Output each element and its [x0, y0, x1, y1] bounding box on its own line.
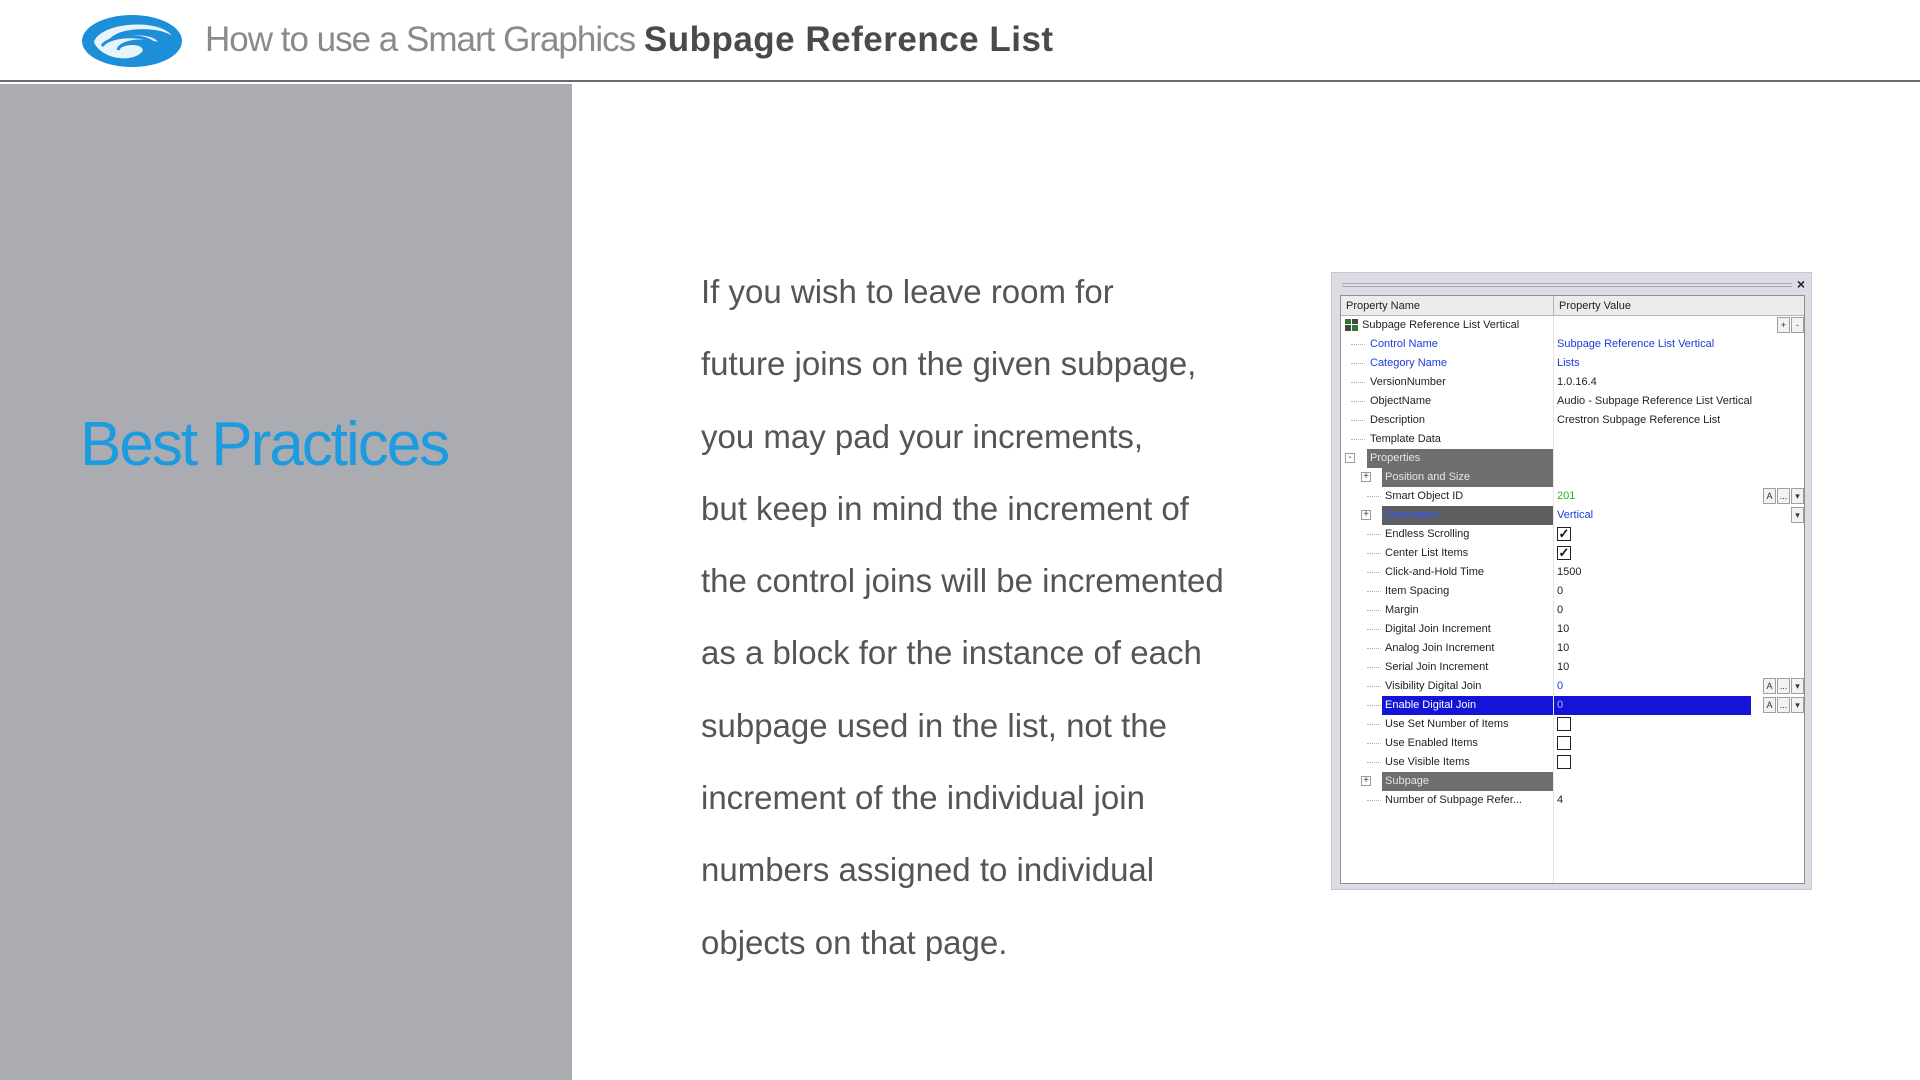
property-name: Endless Scrolling: [1385, 528, 1470, 540]
property-row-position-and-size[interactable]: [1341, 468, 1805, 487]
property-name: Orientation: [1382, 506, 1553, 525]
crestron-swirl-logo: [80, 12, 184, 70]
body-line: numbers assigned to individual: [701, 851, 1155, 889]
ellipsis-button[interactable]: ...: [1777, 678, 1790, 694]
header-bar: [0, 0, 1920, 82]
property-value[interactable]: 0: [1557, 680, 1564, 692]
dropdown-arrow-icon[interactable]: ▾: [1791, 507, 1804, 523]
expand-toggle[interactable]: +: [1361, 472, 1371, 482]
property-value[interactable]: Audio - Subpage Reference List Vertical: [1557, 395, 1753, 407]
ellipsis-button[interactable]: ...: [1777, 488, 1790, 504]
body-paragraph: [701, 265, 1321, 988]
sort-buttons: [1776, 317, 1804, 333]
property-name: Item Spacing: [1385, 585, 1450, 597]
column-divider[interactable]: [1553, 296, 1554, 316]
property-name: Click-and-Hold Time: [1385, 566, 1485, 578]
column-header-name[interactable]: Property Name: [1346, 300, 1420, 312]
property-group-name: Position and Size: [1382, 468, 1553, 487]
header-title-bold: Subpage Reference List: [643, 20, 1054, 59]
property-name: Digital Join Increment: [1385, 623, 1491, 635]
value-buttons: [1762, 488, 1804, 504]
value-buttons: [1762, 697, 1804, 713]
property-name: Use Visible Items: [1385, 756, 1470, 768]
center-list-items-checkbox[interactable]: ✓: [1558, 545, 1570, 560]
properties-titlebar[interactable]: [1332, 273, 1811, 295]
column-header-value[interactable]: Property Value: [1559, 300, 1631, 312]
body-line: increment of the individual join: [701, 779, 1145, 817]
body-line: as a block for the instance of each: [701, 634, 1202, 672]
property-row-control-name[interactable]: [1341, 335, 1805, 354]
property-name: Control Name: [1370, 338, 1438, 350]
body-line: objects on that page.: [701, 923, 1008, 961]
property-name: Serial Join Increment: [1385, 661, 1489, 673]
property-name: ObjectName: [1370, 395, 1432, 407]
property-name: Template Data: [1370, 433, 1441, 445]
property-row-description[interactable]: [1341, 411, 1805, 430]
property-row-analog-join-increment[interactable]: [1341, 639, 1805, 658]
property-name: Margin: [1385, 604, 1419, 616]
property-row-digital-join-increment[interactable]: [1341, 620, 1805, 639]
property-row-subpage-group[interactable]: [1341, 772, 1805, 791]
property-name: Use Set Number of Items: [1385, 718, 1509, 730]
property-value[interactable]: 201: [1557, 490, 1576, 502]
dropdown-arrow-icon[interactable]: ▾: [1791, 697, 1804, 713]
property-name: VersionNumber: [1370, 376, 1446, 388]
properties-grid: [1340, 295, 1805, 884]
properties-window: [1331, 272, 1812, 890]
font-button[interactable]: A: [1763, 678, 1776, 694]
value-buttons: [1790, 507, 1804, 523]
property-name: Enable Digital Join: [1382, 696, 1553, 715]
object-icon: [1344, 318, 1359, 332]
property-value[interactable]: 1500: [1557, 566, 1582, 578]
font-button[interactable]: A: [1763, 697, 1776, 713]
property-root-label: Subpage Reference List Vertical: [1362, 319, 1520, 331]
expand-all-button[interactable]: +: [1777, 317, 1790, 333]
body-line: future joins on the given subpage,: [701, 345, 1197, 383]
property-row-properties-group[interactable]: [1341, 449, 1805, 468]
property-name: Description: [1370, 414, 1426, 426]
property-name: Visibility Digital Join: [1385, 680, 1482, 692]
property-name: Center List Items: [1385, 547, 1469, 559]
property-row-use-enabled-items[interactable]: [1341, 734, 1805, 753]
property-group-name: Properties: [1367, 449, 1553, 468]
ellipsis-button[interactable]: ...: [1777, 697, 1790, 713]
property-row-category-name[interactable]: [1341, 354, 1805, 373]
use-enabled-items-checkbox[interactable]: [1557, 736, 1571, 750]
property-name: Number of Subpage Refer...: [1385, 794, 1522, 806]
property-row-serial-join-increment[interactable]: [1341, 658, 1805, 677]
property-row-margin[interactable]: [1341, 601, 1805, 620]
font-button[interactable]: A: [1763, 488, 1776, 504]
property-row-click-and-hold-time[interactable]: [1341, 563, 1805, 582]
header-title: [205, 20, 1054, 60]
property-value[interactable]: 0: [1557, 604, 1564, 616]
property-row-use-visible-items[interactable]: [1341, 753, 1805, 772]
property-row-root[interactable]: [1341, 316, 1805, 335]
property-row-visibility-digital-join[interactable]: [1341, 677, 1805, 696]
property-row-use-set-number-of-items[interactable]: [1341, 715, 1805, 734]
property-row-template-data[interactable]: [1341, 430, 1805, 449]
section-title: Best Practices: [80, 410, 449, 479]
property-row-version-number[interactable]: [1341, 373, 1805, 392]
property-value[interactable]: 10: [1557, 661, 1570, 673]
property-row-object-name[interactable]: [1341, 392, 1805, 411]
body-line: If you wish to leave room for: [701, 273, 1114, 310]
body-line: the control joins will be incremented: [701, 562, 1224, 600]
property-row-orientation[interactable]: [1341, 506, 1805, 525]
body-line: you may pad your increments,: [701, 417, 1144, 455]
property-row-smart-object-id[interactable]: [1341, 487, 1805, 506]
close-button[interactable]: ×: [1796, 276, 1805, 292]
property-value[interactable]: 4: [1557, 794, 1564, 806]
property-value[interactable]: 10: [1557, 623, 1570, 635]
body-line: subpage used in the list, not the: [701, 706, 1167, 744]
property-value[interactable]: Subpage Reference List Vertical: [1557, 338, 1715, 350]
body-line: but keep in mind the increment of: [701, 489, 1189, 527]
property-row-endless-scrolling[interactable]: [1341, 525, 1805, 544]
property-value[interactable]: Vertical: [1557, 509, 1594, 521]
collapse-all-button[interactable]: -: [1791, 317, 1804, 333]
dropdown-arrow-icon[interactable]: ▾: [1791, 488, 1804, 504]
left-panel: [0, 84, 572, 1080]
property-row-number-of-subpage-references[interactable]: [1341, 791, 1805, 810]
property-value[interactable]: 1.0.16.4: [1557, 376, 1597, 388]
property-name: Use Enabled Items: [1385, 737, 1478, 749]
property-value[interactable]: 0: [1554, 696, 1751, 715]
property-row-enable-digital-join[interactable]: [1341, 696, 1805, 715]
expand-toggle[interactable]: +: [1361, 510, 1371, 520]
property-group-name: Subpage: [1382, 772, 1553, 791]
property-row-item-spacing[interactable]: [1341, 582, 1805, 601]
property-name: Analog Join Increment: [1385, 642, 1495, 654]
property-value[interactable]: Crestron Subpage Reference List: [1557, 414, 1721, 426]
header-title-light: How to use a Smart Graphics: [205, 20, 636, 59]
collapse-toggle[interactable]: -: [1345, 453, 1355, 463]
property-value[interactable]: 10: [1557, 642, 1570, 654]
value-buttons: [1762, 678, 1804, 694]
property-value[interactable]: 0: [1557, 585, 1564, 597]
drag-grip[interactable]: [1342, 283, 1792, 287]
dropdown-arrow-icon[interactable]: ▾: [1791, 678, 1804, 694]
properties-header: [1341, 296, 1804, 316]
use-set-number-of-items-checkbox[interactable]: [1557, 717, 1571, 731]
property-name: Smart Object ID: [1385, 490, 1464, 502]
property-value[interactable]: Lists: [1557, 357, 1580, 369]
use-visible-items-checkbox[interactable]: [1557, 755, 1571, 769]
endless-scrolling-checkbox[interactable]: ✓: [1558, 526, 1570, 541]
property-row-center-list-items[interactable]: [1341, 544, 1805, 563]
expand-toggle[interactable]: +: [1361, 776, 1371, 786]
property-name: Category Name: [1370, 357, 1448, 369]
